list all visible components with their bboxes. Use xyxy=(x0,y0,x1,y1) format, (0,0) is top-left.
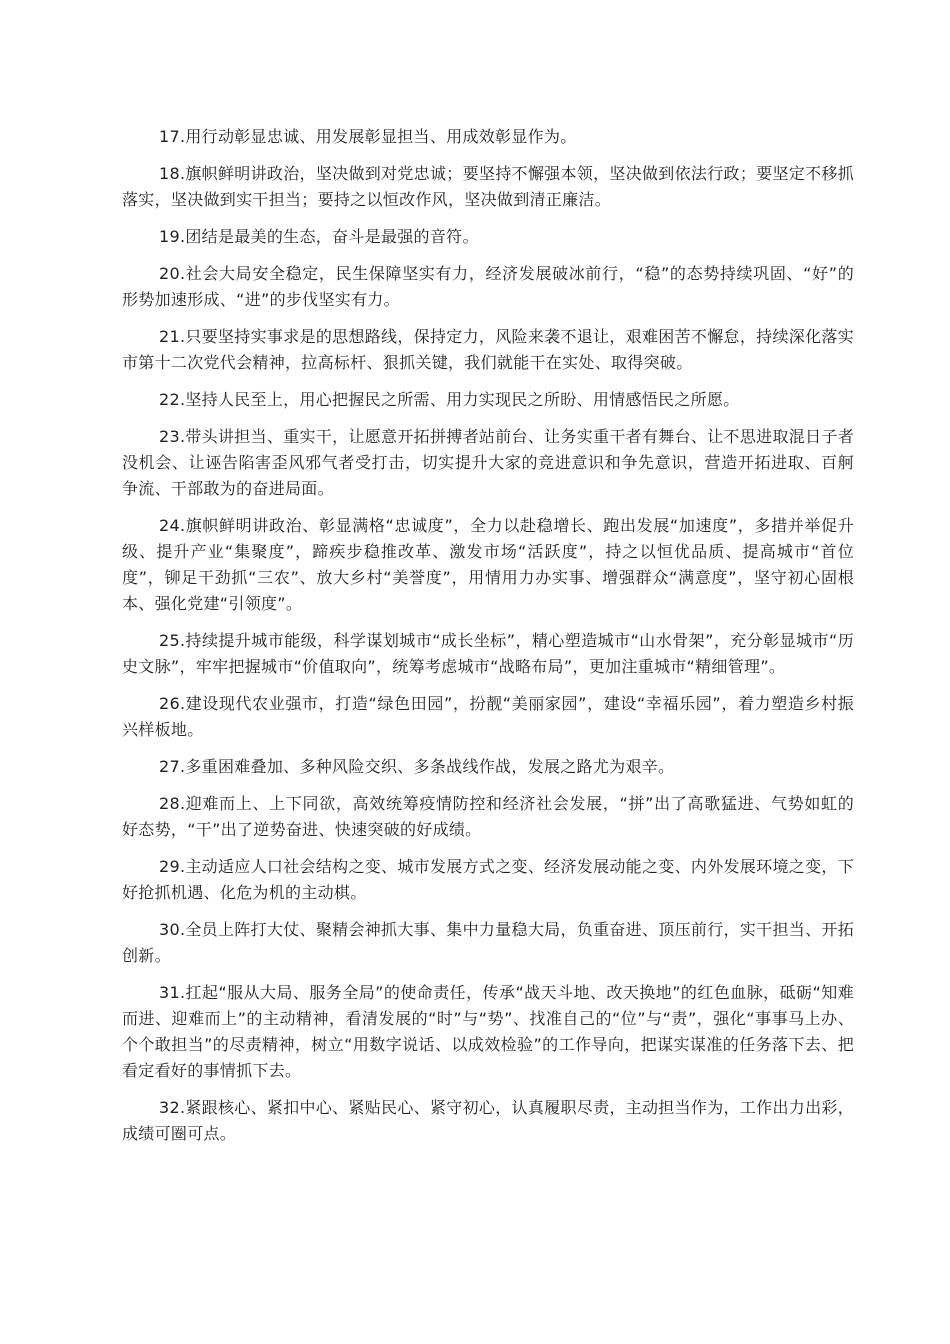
paragraph-19: 19.团结是最美的生态，奋斗是最强的音符。 xyxy=(159,227,479,246)
paragraph-24: 24.旗帜鲜明讲政治、彰显满格“忠诚度”，全力以赴稳增长、跑出发展“加速度”，多措并举促升级、提升产业“集聚度”，蹄疾步稳推改革、激发市场“活跃度”，持之以恒优品质、提高城市“首位度”，铆足干劲抓“三农”、放大乡村“美誉度”，用情用力办实事、增强群众“满意度”，坚守初心固根本、强化党建“引领度”。 xyxy=(122,516,854,613)
paragraph-32: 32.紧跟核心、紧扣中心、紧贴民心、紧守初心，认真履职尽责，主动担当作为，工作出力出彩，成绩可圈可点。 xyxy=(122,1098,854,1143)
paragraph-31: 31.扛起“服从大局、服务全局”的使命责任，传承“战天斗地、改天换地”的红色血脉，砥砺“知难而进、迎难而上”的主动精神，看清发展的“时”与“势”、找准自己的“位”与“责”，强化“事事马上办、个个敢担当”的尽责精神，树立“用数字说话、以成效检验”的工作导向，把谋实谋准的任务落下去、把看定看好的事情抓下去。 xyxy=(122,983,854,1080)
paragraph-28: 28.迎难而上、上下同欲，高效统筹疫情防控和经济社会发展，“拼”出了高歌猛进、气势如虹的好态势，“干”出了逆势奋进、快速突破的好成绩。 xyxy=(122,794,854,839)
paragraph-29: 29.主动适应人口社会结构之变、城市发展方式之变、经济发展动能之变、内外发展环境之变，下好抢抓机遇、化危为机的主动棋。 xyxy=(122,857,854,902)
paragraph-17: 17.用行动彰显忠诚、用发展彰显担当、用成效彰显作为。 xyxy=(159,127,577,146)
paragraph-22: 22.坚持人民至上，用心把握民之所需、用力实现民之所盼、用情感悟民之所愿。 xyxy=(159,390,740,409)
document-body xyxy=(122,124,854,1158)
paragraph-21: 21.只要坚持实事求是的思想路线，保持定力，风险来袭不退让，艰难困苦不懈怠，持续深化落实市第十二次党代会精神，拉高标杆、狠抓关键，我们就能干在实处、取得突破。 xyxy=(122,327,854,372)
paragraph-25: 25.持续提升城市能级，科学谋划城市“成长坐标”，精心塑造城市“山水骨架”，充分彰显城市“历史文脉”，牢牢把握城市“价值取向”，统筹考虑城市“战略布局”，更加注重城市“精细管理”。 xyxy=(122,631,854,676)
paragraph-27: 27.多重困难叠加、多种风险交织、多条战线作战，发展之路尤为艰辛。 xyxy=(159,757,675,776)
paragraph-30: 30.全员上阵打大仗、聚精会神抓大事、集中力量稳大局，负重奋进、顶压前行，实干担当、开拓创新。 xyxy=(122,920,854,965)
paragraph-20: 20.社会大局安全稳定，民生保障坚实有力，经济发展破冰前行，“稳”的态势持续巩固、“好”的形势加速形成、“进”的步伐坚实有力。 xyxy=(122,264,854,309)
paragraph-26: 26.建设现代农业强市，打造“绿色田园”，扮靓“美丽家园”，建设“幸福乐园”，着力塑造乡村振兴样板地。 xyxy=(122,694,854,739)
paragraph-18: 18.旗帜鲜明讲政治，坚决做到对党忠诚；要坚持不懈强本领，坚决做到依法行政；要坚定不移抓落实，坚决做到实干担当；要持之以恒改作风，坚决做到清正廉洁。 xyxy=(122,164,854,209)
paragraph-23: 23.带头讲担当、重实干，让愿意开拓拼搏者站前台、让务实重干者有舞台、让不思进取混日子者没机会、让诬告陷害歪风邪气者受打击，切实提升大家的竞进意识和争先意识，营造开拓进取、百舸争流、干部敢为的奋进局面。 xyxy=(122,427,854,498)
